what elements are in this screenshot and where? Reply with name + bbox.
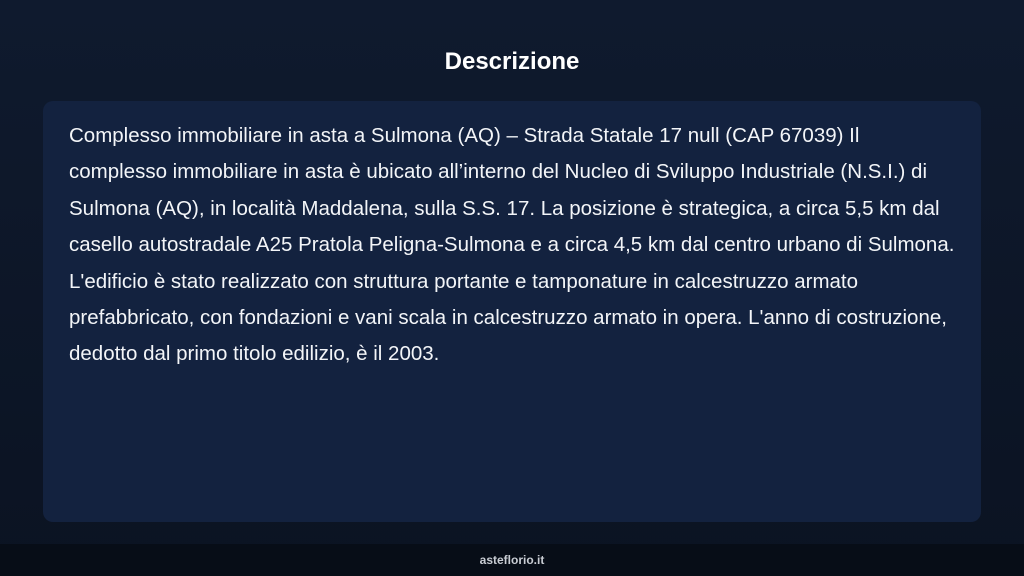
footer-site-label: asteflorio.it	[479, 553, 545, 567]
description-text: Complesso immobiliare in asta a Sulmona (AQ) – Strada Statale 17 null (CAP 67039) Il complesso immobiliare in asta è ubicato all’interno del Nucleo di Sviluppo Industriale (N.S.I.) di Sulmona (AQ), in località Maddalena, sulla S.S. 17. La posizione è strategica, a circa 5,5 km dal casello autostradale A25 Pratola Peligna-Sulmona e a circa 4,5 km dal centro urbano di Sulmona. L'edificio è stato realizzato con struttura portante e tamponature in calcestruzzo armato prefabbricato, con fondazioni e vani scala in calcestruzzo armato in opera. L'anno di costruzione, dedotto dal primo titolo edilizio, è il 2003.	[69, 124, 955, 366]
description-card	[43, 101, 981, 522]
page-title: Descrizione	[444, 48, 580, 75]
footer-bar	[0, 544, 1024, 576]
